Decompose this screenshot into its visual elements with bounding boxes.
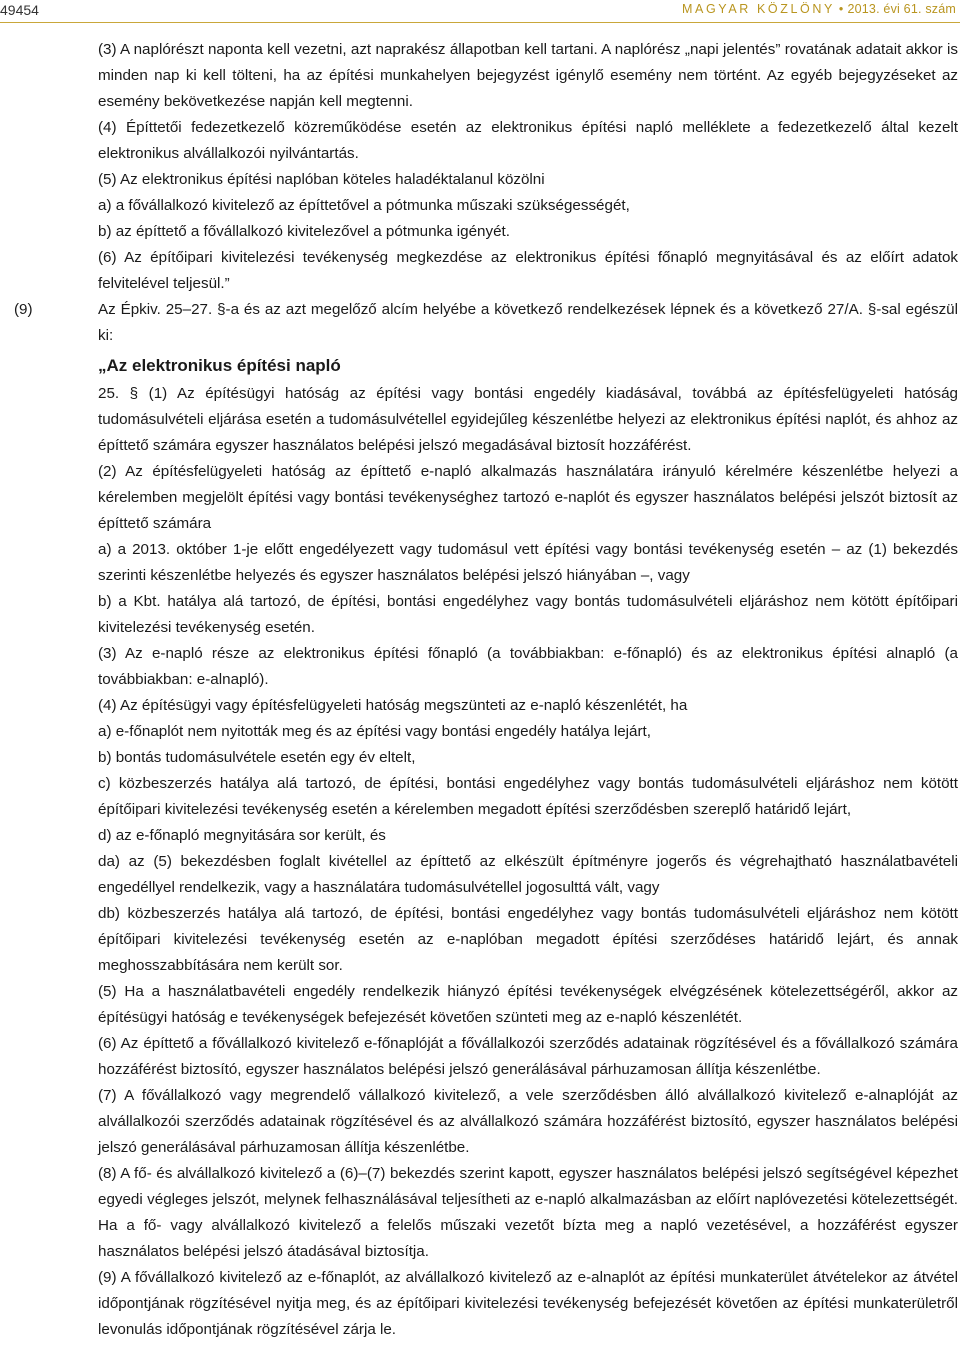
paragraph: a) a fővállalkozó kivitelező az építtetővel a pótmunka műszaki szükségességét, — [98, 197, 630, 214]
page-number: 49454 — [0, 2, 39, 18]
paragraph: (4) Építtetői fedezetkezelő közreműködése esetén az elektronikus építési napló melléklete a fedezetkezelő által kezelt elektronikus alvállalkozói nyilvántartás. — [98, 119, 958, 162]
paragraph: d) az e-főnapló megnyitására sor került, és — [98, 827, 386, 844]
journal-title: MAGYAR KÖZLÖNY — [682, 2, 835, 16]
numbered-item — [0, 297, 960, 349]
paragraph: (4) Az építésügyi vagy építésfelügyeleti hatóság megszünteti az e-napló készenlétét, ha — [98, 697, 688, 714]
item-number: (9) — [14, 301, 33, 318]
paragraph: a) e-főnaplót nem nyitották meg és az építési vagy bontási engedély hatálya lejárt, — [98, 723, 651, 740]
paragraph: da) az (5) bekezdésben foglalt kivétellel az építtető az elkészült építményre jogerős és végrehajtható használatbavételi engedéllyel rendelkezik, vagy a használatára tudomásulvétellel jogosulttá vált, vagy — [98, 853, 958, 896]
paragraph: c) közbeszerzés hatálya alá tartozó, de építési, bontási engedélyhez vagy bontás tudomásulvételi eljáráshoz nem kötött építőipari kivitelezési tevékenység esetén a kérelemben megadott építési szerződésben szereplő határidő lejárt, — [98, 775, 958, 818]
paragraph: a) a 2013. október 1-je előtt engedélyezett vagy tudomásul vett építési vagy bontási tevékenység esetén – az (1) bekezdés szerinti készenlétbe helyezés és egyszer használatos belépési jelszó hiányában –, vagy — [98, 541, 958, 584]
header-rule — [0, 22, 960, 23]
document-body — [0, 37, 960, 1343]
paragraph: b) az építtető a fővállalkozó kivitelezővel a pótmunka igényét. — [98, 223, 510, 240]
paragraph: (6) Az építőipari kivitelezési tevékenység megkezdése az elektronikus építési főnapló megnyitásával és az előírt adatok felvitelével teljesül.” — [98, 249, 958, 292]
paragraph: b) bontás tudomásulvétele esetén egy év eltelt, — [98, 749, 416, 766]
paragraph: (2) Az építésfelügyeleti hatóság az építtető e-napló alkalmazás használatára irányuló kérelmére készenlétbe helyezi a kérelemben megjelölt építési vagy bontási tevékenységhez tartozó e-naplót és egyszer használatos belépési jelszót biztosít az építtető számára — [98, 463, 958, 532]
paragraph: (7) A fővállalkozó vagy megrendelő vállalkozó kivitelező, a vele szerződésben álló alvállalkozó kivitelező e-alnaplóját az alvállalkozói szerződés adatainak rögzítésével és az alvállalkozó számára hozzáférést biztosító, egyszer használatos belépési jelszó generálásával párhuzamosan állítja készenlétbe. — [98, 1087, 958, 1156]
page-header — [0, 0, 960, 22]
running-header — [682, 2, 956, 16]
paragraph: (8) A fő- és alvállalkozó kivitelező a (6)–(7) bekezdés szerint kapott, egyszer használatos belépési jelszó segítségével képezhet egyedi végleges jelszót, melynek felhasználásával teljesítheti az e-napló alkalmazásban az előírt naplóvezetési kötelezettségét. Ha a fő- vagy alvállalkozó kivitelező a felelős műszaki vezetőt bízta meg a napló vezetésével, a hozzáférést egyszer használatos belépési jelszó átadásával biztosítja. — [98, 1165, 958, 1260]
bullet-separator: • — [838, 2, 844, 16]
paragraph: 25. § (1) Az építésügyi hatóság az építési vagy bontási engedély kiadásával, továbbá az építésfelügyeleti hatóság tudomásulvételi eljárása esetén a tudomásulvétellel egyidejűleg készenlétbe helyezi az elektronikus építési naplót, és ahhoz az építtető számára egyszer használatos belépési jelszó megadásával biztosít hozzáférést. — [98, 385, 958, 454]
section-heading: „Az elektronikus építési napló — [98, 356, 341, 375]
paragraph: (5) Ha a használatbavételi engedély rendelkezik hiányzó építési tevékenységek elvégzésének kötelezettségéről, akkor az építésügyi hatóság e tevékenységek befejezését követően szünteti meg az e-napló készenlétét. — [98, 983, 958, 1026]
paragraph: (3) Az e-napló része az elektronikus építési főnapló (a továbbiakban: e-főnapló) és az elektronikus építési alnapló (a továbbiakban: e-alnapló). — [98, 645, 958, 688]
paragraph: (3) A naplórészt naponta kell vezetni, azt naprakész állapotban kell tartani. A naplórész „napi jelentés” rovatának adatait akkor is minden nap ki kell tölteni, ha az építési munkahelyen bejegyzést igénylő esemény nem történt. Az egyéb bejegyzéseket az esemény bekövetkezése napján kell megtenni. — [98, 41, 958, 110]
issue-label: 2013. évi 61. szám — [847, 2, 956, 16]
paragraph: (9) A fővállalkozó kivitelező az e-főnaplót, az alvállalkozó kivitelező az e-alnaplót az építési munkaterület átvételekor az átvétel időpontjának rögzítésével nyitja meg, és az építőipari kivitelezési tevékenység befejezését követően az építési munkaterületről levonulás időpontjának rögzítésével zárja le. — [98, 1269, 958, 1338]
paragraph: b) a Kbt. hatálya alá tartozó, de építési, bontási engedélyhez vagy bontás tudomásulvételi eljáráshoz nem kötött építőipari kivitelezési tevékenység esetén. — [98, 593, 958, 636]
paragraph: (6) Az építtető a fővállalkozó kivitelező e-főnaplóját a fővállalkozói szerződés adatainak rögzítésével és a fővállalkozó számára hozzáférést biztosító, egyszer használatos belépési jelszó generálásával párhuzamosan állítja készenlétbe. — [98, 1035, 958, 1078]
paragraph: Az Épkiv. 25–27. §-a és az azt megelőző alcím helyébe a következő rendelkezések lépnek és a következő 27/A. §-sal egészül ki: — [98, 301, 958, 344]
paragraph: db) közbeszerzés hatálya alá tartozó, de építési, bontási engedélyhez vagy bontás tudomásulvételi eljáráshoz nem kötött építőipari kivitelezési tevékenység esetén az e-naplóban megadott építési szerződéses határidő lejárt, és annak meghosszabbítására nem került sor. — [98, 905, 958, 974]
paragraph: (5) Az elektronikus építési naplóban köteles haladéktalanul közölni — [98, 171, 545, 188]
